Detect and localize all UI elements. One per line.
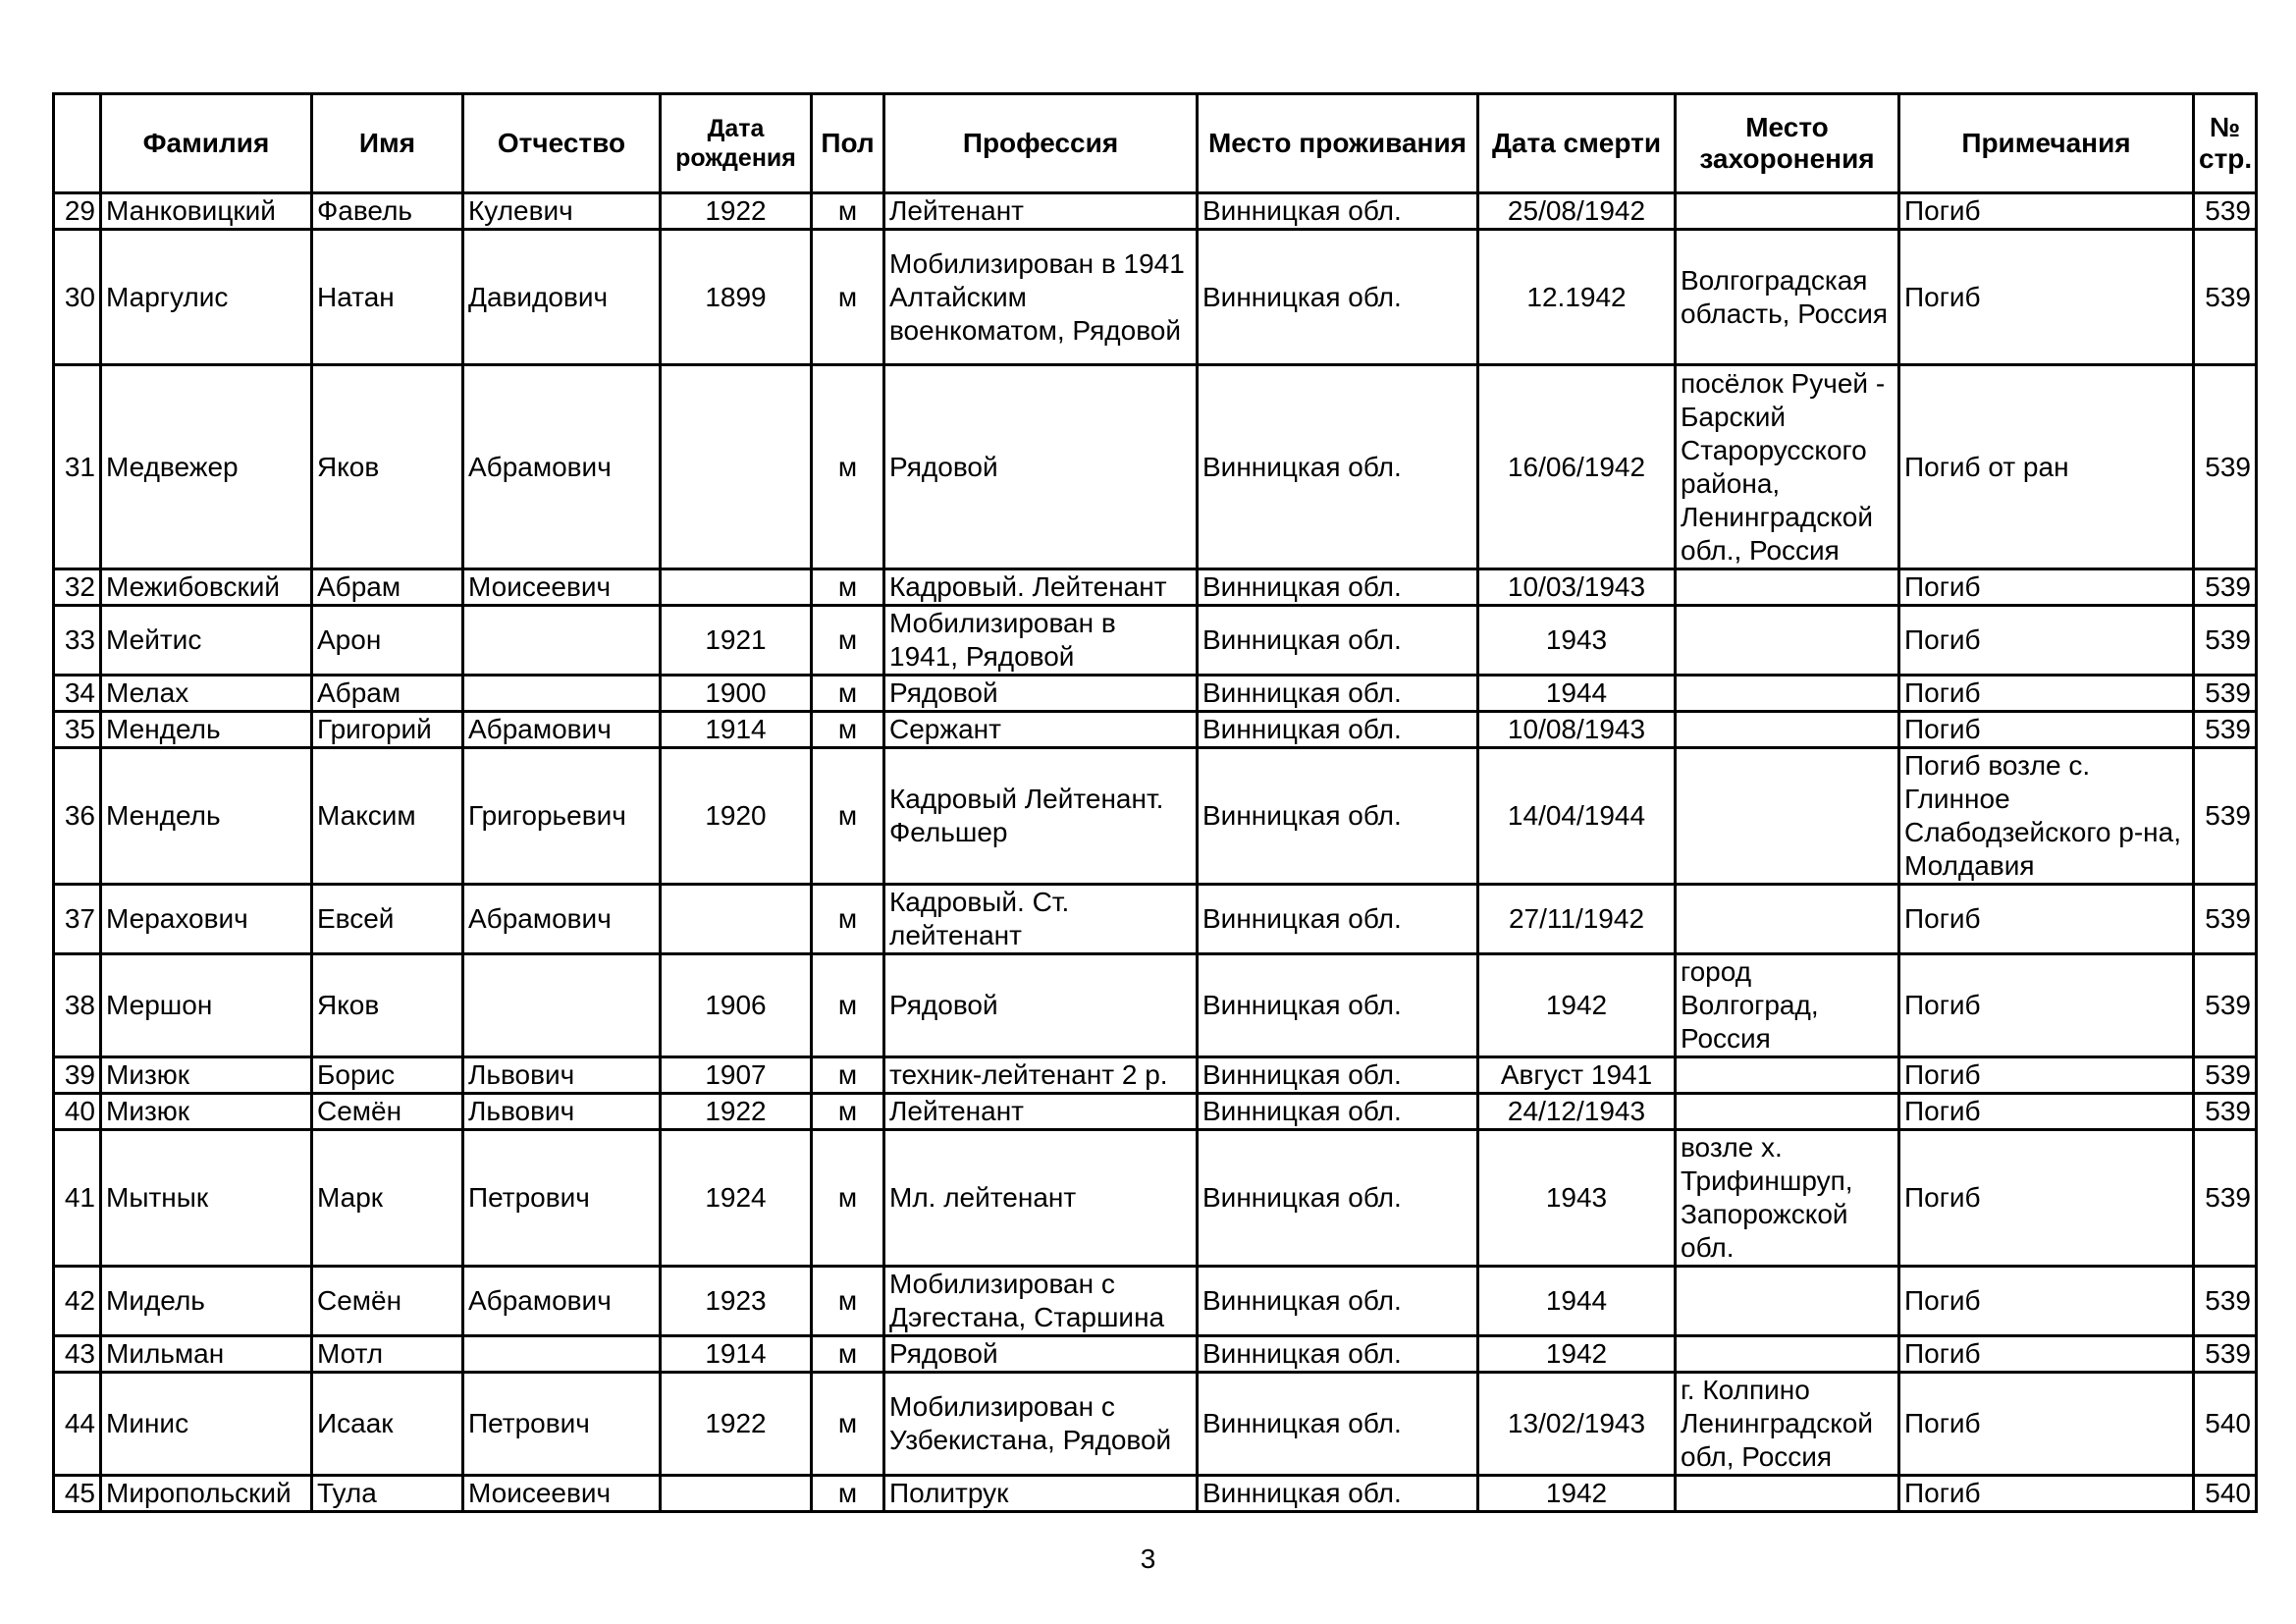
death-date-cell: 13/02/1943 (1478, 1373, 1676, 1476)
table-row (54, 193, 2257, 230)
notes-cell: Погиб (1899, 885, 2194, 954)
name-cell: Марк (312, 1130, 463, 1267)
header-number (54, 94, 101, 193)
birth-date-cell: 1900 (661, 676, 812, 712)
header-patronymic: Отчество (463, 94, 661, 193)
patronymic-cell: Моисеевич (463, 569, 661, 606)
surname-cell: Мелах (101, 676, 312, 712)
burial-place-cell: возле х. Трифиншруп, Запорожской обл. (1676, 1130, 1899, 1267)
burial-place-cell (1676, 1094, 1899, 1130)
profession-cell: Политрук (884, 1476, 1198, 1512)
profession-cell: Рядовой (884, 676, 1198, 712)
table-row (54, 1267, 2257, 1336)
row-number: 38 (54, 954, 101, 1057)
table-row (54, 676, 2257, 712)
header-page: № стр. (2194, 94, 2257, 193)
name-cell: Фавель (312, 193, 463, 230)
name-cell: Арон (312, 606, 463, 676)
header-residence: Место проживания (1198, 94, 1478, 193)
sex-cell: м (812, 230, 884, 365)
notes-cell: Погиб (1899, 569, 2194, 606)
patronymic-cell (463, 954, 661, 1057)
residence-cell: Винницкая обл. (1198, 606, 1478, 676)
page-ref-cell: 539 (2194, 365, 2257, 569)
residence-cell: Винницкая обл. (1198, 954, 1478, 1057)
row-number: 33 (54, 606, 101, 676)
page-ref-cell: 539 (2194, 1094, 2257, 1130)
page-ref-cell: 539 (2194, 1130, 2257, 1267)
row-number: 44 (54, 1373, 101, 1476)
burial-place-cell (1676, 748, 1899, 885)
profession-cell: Лейтенант (884, 193, 1198, 230)
residence-cell: Винницкая обл. (1198, 712, 1478, 748)
profession-cell: Лейтенант (884, 1094, 1198, 1130)
patronymic-cell (463, 606, 661, 676)
name-cell: Евсей (312, 885, 463, 954)
row-number: 37 (54, 885, 101, 954)
notes-cell: Погиб (1899, 1373, 2194, 1476)
profession-cell: Рядовой (884, 1336, 1198, 1373)
table-row (54, 1336, 2257, 1373)
death-date-cell: Август 1941 (1478, 1057, 1676, 1094)
header-burial-place: Место захоронения (1676, 94, 1899, 193)
name-cell: Яков (312, 954, 463, 1057)
birth-date-cell (661, 885, 812, 954)
residence-cell: Винницкая обл. (1198, 1094, 1478, 1130)
death-date-cell: 1943 (1478, 606, 1676, 676)
residence-cell: Винницкая обл. (1198, 1336, 1478, 1373)
table-row (54, 1373, 2257, 1476)
header-surname: Фамилия (101, 94, 312, 193)
patronymic-cell: Кулевич (463, 193, 661, 230)
row-number: 40 (54, 1094, 101, 1130)
patronymic-cell: Петрович (463, 1373, 661, 1476)
surname-cell: Мерахович (101, 885, 312, 954)
surname-cell: Медвежер (101, 365, 312, 569)
sex-cell: м (812, 712, 884, 748)
row-number: 30 (54, 230, 101, 365)
profession-cell: Мл. лейтенант (884, 1130, 1198, 1267)
death-date-cell: 12.1942 (1478, 230, 1676, 365)
sex-cell: м (812, 569, 884, 606)
sex-cell: м (812, 885, 884, 954)
death-date-cell: 27/11/1942 (1478, 885, 1676, 954)
surname-cell: Мендель (101, 748, 312, 885)
surname-cell: Мизюк (101, 1057, 312, 1094)
table-row (54, 1057, 2257, 1094)
profession-cell: Сержант (884, 712, 1198, 748)
patronymic-cell: Абрамович (463, 712, 661, 748)
surname-cell: Мизюк (101, 1094, 312, 1130)
header-name: Имя (312, 94, 463, 193)
residence-cell: Винницкая обл. (1198, 365, 1478, 569)
residence-cell: Винницкая обл. (1198, 193, 1478, 230)
header-death-date: Дата смерти (1478, 94, 1676, 193)
profession-cell: Мобилизирован с Дэгестана, Старшина (884, 1267, 1198, 1336)
sex-cell: м (812, 193, 884, 230)
burial-place-cell: посёлок Ручей - Барский Старорусского района, Ленинградской обл., Россия (1676, 365, 1899, 569)
row-number: 36 (54, 748, 101, 885)
birth-date-cell: 1906 (661, 954, 812, 1057)
row-number: 34 (54, 676, 101, 712)
burial-place-cell (1676, 712, 1899, 748)
death-date-cell: 16/06/1942 (1478, 365, 1676, 569)
birth-date-cell: 1914 (661, 1336, 812, 1373)
profession-cell: Мобилизирован в 1941 Алтайским военкоматом, Рядовой (884, 230, 1198, 365)
notes-cell: Погиб (1899, 1267, 2194, 1336)
name-cell: Григорий (312, 712, 463, 748)
burial-place-cell (1676, 1476, 1899, 1512)
table-row (54, 712, 2257, 748)
surname-cell: Межибовский (101, 569, 312, 606)
death-date-cell: 1944 (1478, 676, 1676, 712)
residence-cell: Винницкая обл. (1198, 748, 1478, 885)
burial-place-cell (1676, 569, 1899, 606)
residence-cell: Винницкая обл. (1198, 1057, 1478, 1094)
table-row (54, 1094, 2257, 1130)
notes-cell: Погиб возле с. Глинное Слабодзейского р-на, Молдавия (1899, 748, 2194, 885)
row-number: 43 (54, 1336, 101, 1373)
birth-date-cell: 1899 (661, 230, 812, 365)
burial-place-cell: Волгоградская область, Россия (1676, 230, 1899, 365)
birth-date-cell: 1914 (661, 712, 812, 748)
notes-cell: Погиб (1899, 954, 2194, 1057)
table-row (54, 748, 2257, 885)
birth-date-cell: 1907 (661, 1057, 812, 1094)
residence-cell: Винницкая обл. (1198, 1373, 1478, 1476)
table-row (54, 606, 2257, 676)
patronymic-cell (463, 1336, 661, 1373)
patronymic-cell: Львович (463, 1094, 661, 1130)
surname-cell: Маргулис (101, 230, 312, 365)
death-date-cell: 24/12/1943 (1478, 1094, 1676, 1130)
name-cell: Тула (312, 1476, 463, 1512)
row-number: 31 (54, 365, 101, 569)
profession-cell: Мобилизирован в 1941, Рядовой (884, 606, 1198, 676)
surname-cell: Мидель (101, 1267, 312, 1336)
residence-cell: Винницкая обл. (1198, 676, 1478, 712)
patronymic-cell: Абрамович (463, 1267, 661, 1336)
burial-place-cell (1676, 676, 1899, 712)
burial-place-cell (1676, 1336, 1899, 1373)
notes-cell: Погиб (1899, 193, 2194, 230)
name-cell: Мотл (312, 1336, 463, 1373)
death-date-cell: 25/08/1942 (1478, 193, 1676, 230)
row-number: 42 (54, 1267, 101, 1336)
sex-cell: м (812, 1130, 884, 1267)
residence-cell: Винницкая обл. (1198, 1267, 1478, 1336)
header-profession: Профессия (884, 94, 1198, 193)
death-date-cell: 1944 (1478, 1267, 1676, 1336)
row-number: 41 (54, 1130, 101, 1267)
name-cell: Яков (312, 365, 463, 569)
patronymic-cell: Григорьевич (463, 748, 661, 885)
death-date-cell: 10/03/1943 (1478, 569, 1676, 606)
notes-cell: Погиб (1899, 1130, 2194, 1267)
burial-place-cell (1676, 885, 1899, 954)
profession-cell: Рядовой (884, 365, 1198, 569)
death-date-cell: 1942 (1478, 1336, 1676, 1373)
birth-date-cell (661, 1476, 812, 1512)
surname-cell: Миропольский (101, 1476, 312, 1512)
birth-date-cell: 1923 (661, 1267, 812, 1336)
death-date-cell: 10/08/1943 (1478, 712, 1676, 748)
records-table (52, 92, 2258, 1513)
surname-cell: Мильман (101, 1336, 312, 1373)
surname-cell: Мендель (101, 712, 312, 748)
header-row (54, 94, 2257, 193)
page-ref-cell: 539 (2194, 230, 2257, 365)
patronymic-cell: Львович (463, 1057, 661, 1094)
patronymic-cell: Давидович (463, 230, 661, 365)
burial-place-cell (1676, 1267, 1899, 1336)
table-row (54, 569, 2257, 606)
death-date-cell: 1943 (1478, 1130, 1676, 1267)
name-cell: Абрам (312, 676, 463, 712)
page-ref-cell: 539 (2194, 193, 2257, 230)
notes-cell: Погиб (1899, 1057, 2194, 1094)
page-ref-cell: 539 (2194, 1057, 2257, 1094)
death-date-cell: 14/04/1944 (1478, 748, 1676, 885)
table-row (54, 230, 2257, 365)
name-cell: Семён (312, 1267, 463, 1336)
burial-place-cell (1676, 606, 1899, 676)
sex-cell: м (812, 748, 884, 885)
sex-cell: м (812, 1057, 884, 1094)
sex-cell: м (812, 1267, 884, 1336)
birth-date-cell (661, 569, 812, 606)
residence-cell: Винницкая обл. (1198, 230, 1478, 365)
sex-cell: м (812, 1094, 884, 1130)
residence-cell: Винницкая обл. (1198, 1130, 1478, 1267)
table-body (54, 193, 2257, 1512)
patronymic-cell: Абрамович (463, 885, 661, 954)
death-date-cell: 1942 (1478, 1476, 1676, 1512)
name-cell: Максим (312, 748, 463, 885)
profession-cell: Мобилизирован с Узбекистана, Рядовой (884, 1373, 1198, 1476)
residence-cell: Винницкая обл. (1198, 1476, 1478, 1512)
page-ref-cell: 539 (2194, 885, 2257, 954)
page-ref-cell: 539 (2194, 954, 2257, 1057)
profession-cell: техник-лейтенант 2 р. (884, 1057, 1198, 1094)
notes-cell: Погиб (1899, 712, 2194, 748)
name-cell: Семён (312, 1094, 463, 1130)
birth-date-cell: 1922 (661, 1373, 812, 1476)
page-ref-cell: 539 (2194, 712, 2257, 748)
profession-cell: Кадровый. Ст. лейтенант (884, 885, 1198, 954)
burial-place-cell: г. Колпино Ленинградской обл, Россия (1676, 1373, 1899, 1476)
birth-date-cell: 1922 (661, 1094, 812, 1130)
page-ref-cell: 539 (2194, 1267, 2257, 1336)
name-cell: Борис (312, 1057, 463, 1094)
birth-date-cell: 1922 (661, 193, 812, 230)
table-row (54, 1476, 2257, 1512)
table-row (54, 1130, 2257, 1267)
row-number: 45 (54, 1476, 101, 1512)
notes-cell: Погиб (1899, 1336, 2194, 1373)
death-date-cell: 1942 (1478, 954, 1676, 1057)
page-ref-cell: 539 (2194, 606, 2257, 676)
table-row (54, 365, 2257, 569)
name-cell: Исаак (312, 1373, 463, 1476)
header-sex: Пол (812, 94, 884, 193)
page-ref-cell: 539 (2194, 676, 2257, 712)
row-number: 29 (54, 193, 101, 230)
header-birth-date: Дата рождения (661, 94, 812, 193)
page-ref-cell: 540 (2194, 1373, 2257, 1476)
row-number: 35 (54, 712, 101, 748)
notes-cell: Погиб (1899, 1094, 2194, 1130)
profession-cell: Кадровый Лейтенант. Фельшер (884, 748, 1198, 885)
patronymic-cell: Моисеевич (463, 1476, 661, 1512)
notes-cell: Погиб (1899, 606, 2194, 676)
birth-date-cell: 1924 (661, 1130, 812, 1267)
sex-cell: м (812, 676, 884, 712)
surname-cell: Мейтис (101, 606, 312, 676)
burial-place-cell (1676, 193, 1899, 230)
name-cell: Натан (312, 230, 463, 365)
page-ref-cell: 539 (2194, 748, 2257, 885)
profession-cell: Кадровый. Лейтенант (884, 569, 1198, 606)
patronymic-cell: Абрамович (463, 365, 661, 569)
header-notes: Примечания (1899, 94, 2194, 193)
sex-cell: м (812, 1476, 884, 1512)
surname-cell: Мытнык (101, 1130, 312, 1267)
notes-cell: Погиб (1899, 1476, 2194, 1512)
patronymic-cell (463, 676, 661, 712)
table-row (54, 954, 2257, 1057)
notes-cell: Погиб (1899, 230, 2194, 365)
birth-date-cell: 1920 (661, 748, 812, 885)
page-number: 3 (1140, 1543, 1156, 1574)
sex-cell: м (812, 954, 884, 1057)
surname-cell: Мершон (101, 954, 312, 1057)
row-number: 39 (54, 1057, 101, 1094)
patronymic-cell: Петрович (463, 1130, 661, 1267)
burial-place-cell: город Волгоград, Россия (1676, 954, 1899, 1057)
residence-cell: Винницкая обл. (1198, 569, 1478, 606)
sex-cell: м (812, 365, 884, 569)
table-row (54, 885, 2257, 954)
surname-cell: Манковицкий (101, 193, 312, 230)
notes-cell: Погиб (1899, 676, 2194, 712)
sex-cell: м (812, 1336, 884, 1373)
burial-place-cell (1676, 1057, 1899, 1094)
name-cell: Абрам (312, 569, 463, 606)
birth-date-cell: 1921 (661, 606, 812, 676)
birth-date-cell (661, 365, 812, 569)
profession-cell: Рядовой (884, 954, 1198, 1057)
page-ref-cell: 540 (2194, 1476, 2257, 1512)
sex-cell: м (812, 1373, 884, 1476)
page-ref-cell: 539 (2194, 1336, 2257, 1373)
notes-cell: Погиб от ран (1899, 365, 2194, 569)
page-ref-cell: 539 (2194, 569, 2257, 606)
sex-cell: м (812, 606, 884, 676)
row-number: 32 (54, 569, 101, 606)
residence-cell: Винницкая обл. (1198, 885, 1478, 954)
surname-cell: Минис (101, 1373, 312, 1476)
